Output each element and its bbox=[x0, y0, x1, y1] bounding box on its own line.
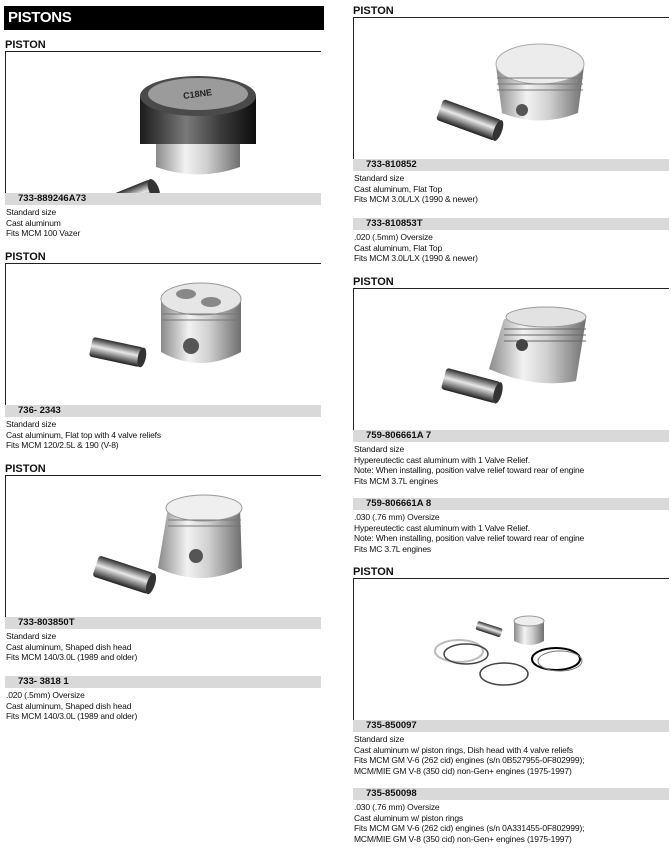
part-number-bar: 735-850097 bbox=[353, 720, 669, 732]
product-image bbox=[5, 475, 321, 617]
part-description: Standard size Cast aluminum, Flat top with 4 valve reliefs Fits MCM 120/2.5L & 190 (V-8) bbox=[6, 419, 161, 450]
part-number-bar: 759-806661A 8 bbox=[353, 498, 669, 510]
block-heading: PISTON bbox=[5, 251, 46, 263]
part-description: .030 (.76 mm) Oversize Cast aluminum w/ piston rings Fits MCM GM V-6 (262 cid) engines (s/n 0A331455-0F802999); MCM/MIE GM V-8 (350 cid) non-Gen+ engines (1975-1997) bbox=[354, 802, 585, 844]
right-column bbox=[353, 0, 669, 849]
left-column bbox=[5, 0, 321, 849]
product-image bbox=[353, 17, 669, 159]
part-description: Standard size Cast aluminum Fits MCM 100 Vazer bbox=[6, 207, 81, 238]
part-number-bar: 733-889246A73 bbox=[5, 193, 321, 205]
block-heading: PISTON bbox=[353, 566, 394, 578]
block-heading: PISTON bbox=[5, 463, 46, 475]
product-image bbox=[5, 263, 321, 405]
part-number-bar: 733- 3818 1 bbox=[5, 676, 321, 688]
piston-illustration bbox=[6, 52, 321, 193]
part-number-bar: 733-810852 bbox=[353, 159, 669, 171]
part-description: Standard size Hypereutectic cast aluminum with 1 Valve Relief. Note: When installing, position valve relief toward rear of engine Fits MCM 3.7L engines bbox=[354, 444, 585, 486]
block-heading: PISTON bbox=[5, 39, 46, 51]
block-heading: PISTON bbox=[353, 5, 394, 17]
piston-illustration bbox=[354, 289, 669, 430]
part-description: .020 (.5mm) Oversize Cast aluminum, Flat Top Fits MCM 3.0L/LX (1990 & newer) bbox=[354, 232, 478, 263]
piston-stamp-text: C18NE bbox=[182, 87, 213, 101]
part-description: Standard size Cast aluminum w/ piston rings, Dish head with 4 valve reliefs Fits MCM GM V-6 (262 cid) engines (s/n 0B527955-0F802999); MCM/MIE GM V-8 (350 cid) non-Gen+ engines (1975-1997) bbox=[354, 734, 585, 776]
part-description: .030 (.76 mm) Oversize Hypereutectic cast aluminum with 1 Valve Relief. Note: When installing, position valve relief toward rear of engine Fits MC 3.7L engines bbox=[354, 512, 585, 554]
product-image bbox=[5, 51, 321, 193]
part-description: .020 (.5mm) Oversize Cast aluminum, Shaped dish head Fits MCM 140/3.0L (1989 and older) bbox=[6, 690, 138, 721]
piston-illustration bbox=[6, 264, 321, 405]
product-image bbox=[353, 578, 669, 720]
part-number-bar: 733-803850T bbox=[5, 617, 321, 629]
part-number-bar: 735-850098 bbox=[353, 788, 669, 800]
product-image bbox=[353, 288, 669, 430]
part-description: Standard size Cast aluminum, Shaped dish head Fits MCM 140/3.0L (1989 and older) bbox=[6, 631, 138, 662]
part-number-bar: 759-806661A 7 bbox=[353, 430, 669, 442]
part-number-bar: 733-810853T bbox=[353, 218, 669, 230]
piston-rings-illustration bbox=[354, 579, 669, 720]
block-heading: PISTON bbox=[353, 276, 394, 288]
part-description: Standard size Cast aluminum, Flat Top Fits MCM 3.0L/LX (1990 & newer) bbox=[354, 173, 478, 204]
part-number-bar: 736- 2343 bbox=[5, 405, 321, 417]
section-banner: PISTONS bbox=[4, 6, 324, 30]
piston-illustration bbox=[6, 476, 321, 617]
piston-illustration bbox=[354, 18, 669, 159]
